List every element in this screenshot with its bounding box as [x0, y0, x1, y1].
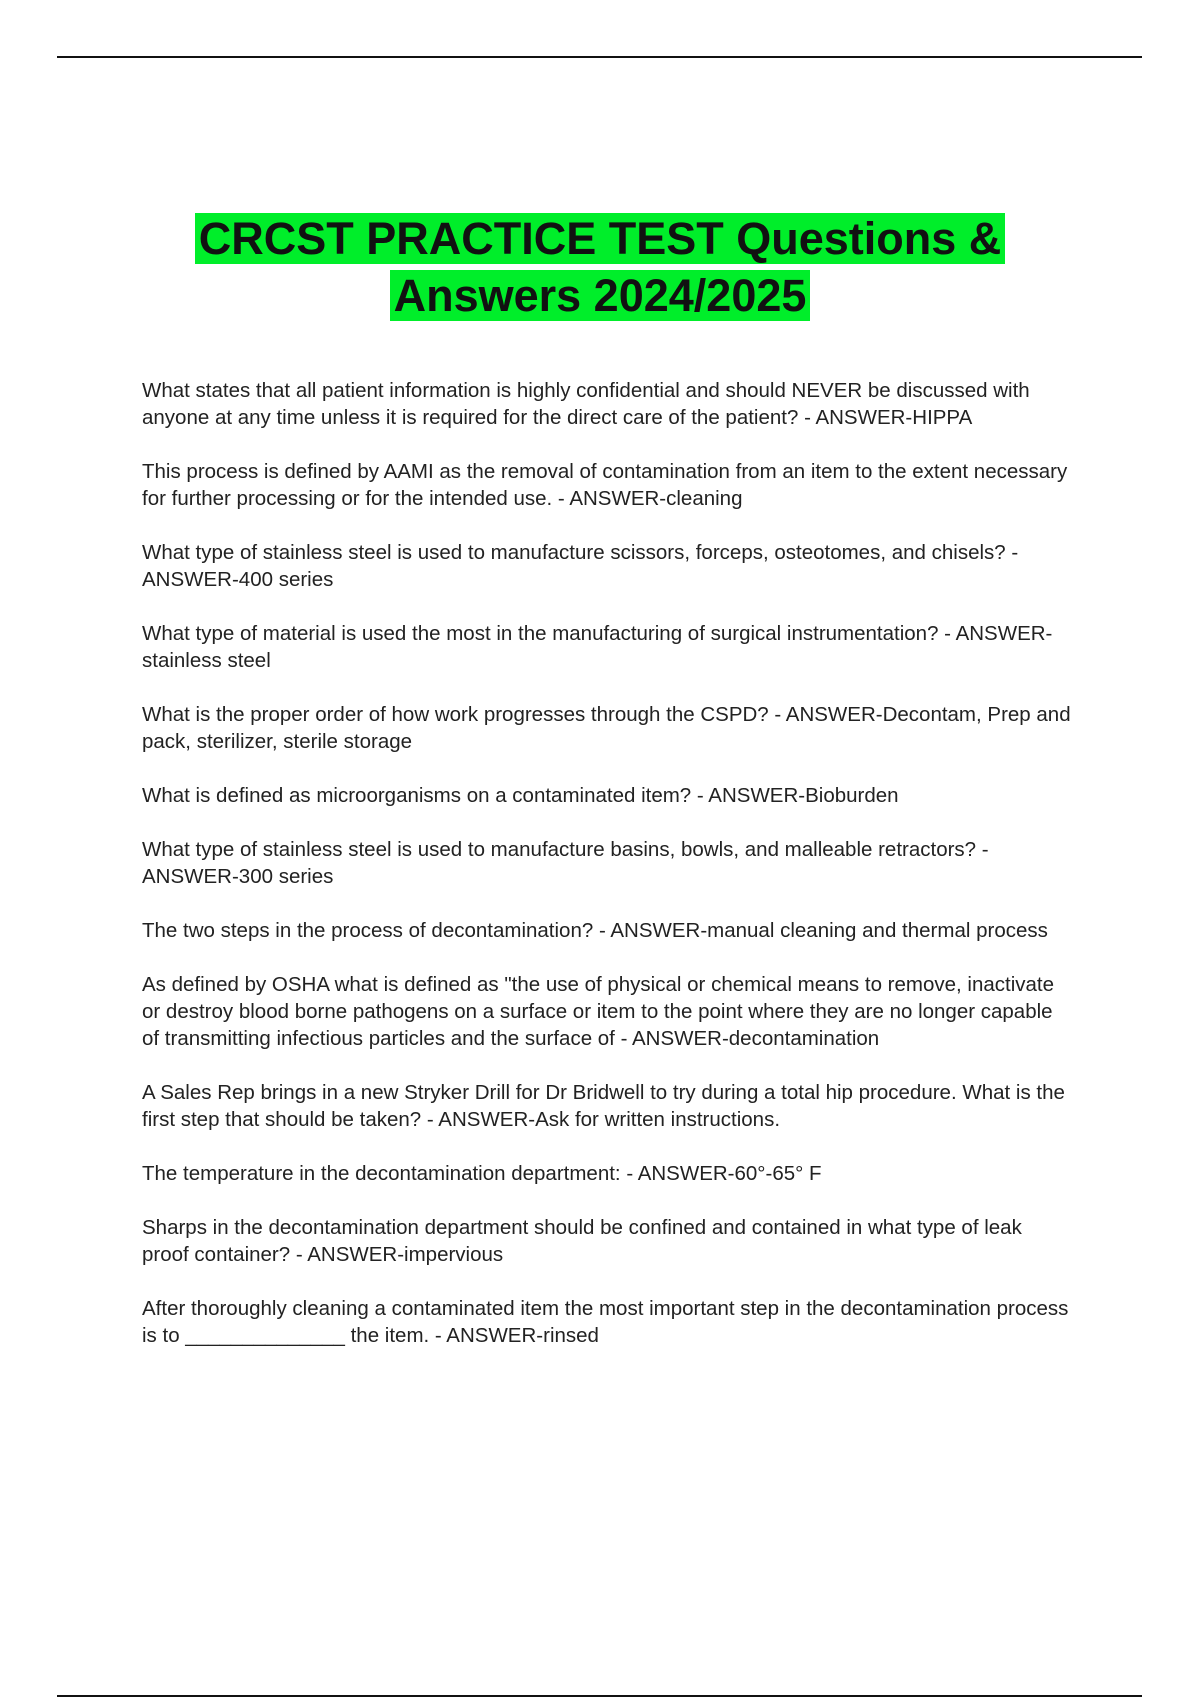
qa-item: What type of material is used the most in the manufacturing of surgical instrumentation? - ANSWER-stainless steel — [142, 622, 1053, 672]
title-line-1: CRCST PRACTICE TEST Questions & — [195, 213, 1006, 264]
qa-item: As defined by OSHA what is defined as "the use of physical or chemical means to remove, inactivate or destroy blood borne pathogens on a surface or item to the point where they are no longer capable of transmitting infectious particles and the surface of - ANSWER-decontamination — [142, 973, 1055, 1050]
qa-item: What type of stainless steel is used to manufacture scissors, forceps, osteotomes, and chisels? - ANSWER-400 series — [142, 541, 1019, 591]
qa-item: What type of stainless steel is used to manufacture basins, bowls, and malleable retractors? - ANSWER-300 series — [142, 838, 989, 888]
qa-item: A Sales Rep brings in a new Stryker Drill for Dr Bridwell to try during a total hip procedure. What is the first step that should be taken? - ANSWER-Ask for written instructions. — [142, 1081, 1065, 1131]
bottom-divider — [57, 1695, 1142, 1697]
title-line-2: Answers 2024/2025 — [390, 270, 811, 321]
qa-item: What is defined as microorganisms on a contaminated item? - ANSWER-Bioburden — [142, 784, 899, 807]
qa-item: The temperature in the decontamination department: - ANSWER-60°-65° F — [142, 1162, 822, 1185]
qa-item: The two steps in the process of decontamination? - ANSWER-manual cleaning and thermal process — [142, 919, 1048, 942]
qa-item: What is the proper order of how work progresses through the CSPD? - ANSWER-Decontam, Prep and pack, sterilizer, sterile storage — [142, 703, 1071, 753]
qa-item: This process is defined by AAMI as the removal of contamination from an item to the extent necessary for further processing or for the intended use. - ANSWER-cleaning — [142, 460, 1068, 510]
document-title — [0, 210, 1200, 324]
qa-item: Sharps in the decontamination department should be confined and contained in what type of leak proof container? - ANSWER-impervious — [142, 1216, 1022, 1266]
top-divider — [57, 56, 1142, 58]
qa-item: What states that all patient information is highly confidential and should NEVER be discussed with anyone at any time unless it is required for the direct care of the patient? - ANSWER-HIPPA — [142, 379, 1030, 429]
qa-list — [142, 377, 1072, 1376]
qa-item: After thoroughly cleaning a contaminated item the most important step in the decontamination process is to ______________ the item. - ANSWER-rinsed — [142, 1297, 1069, 1347]
